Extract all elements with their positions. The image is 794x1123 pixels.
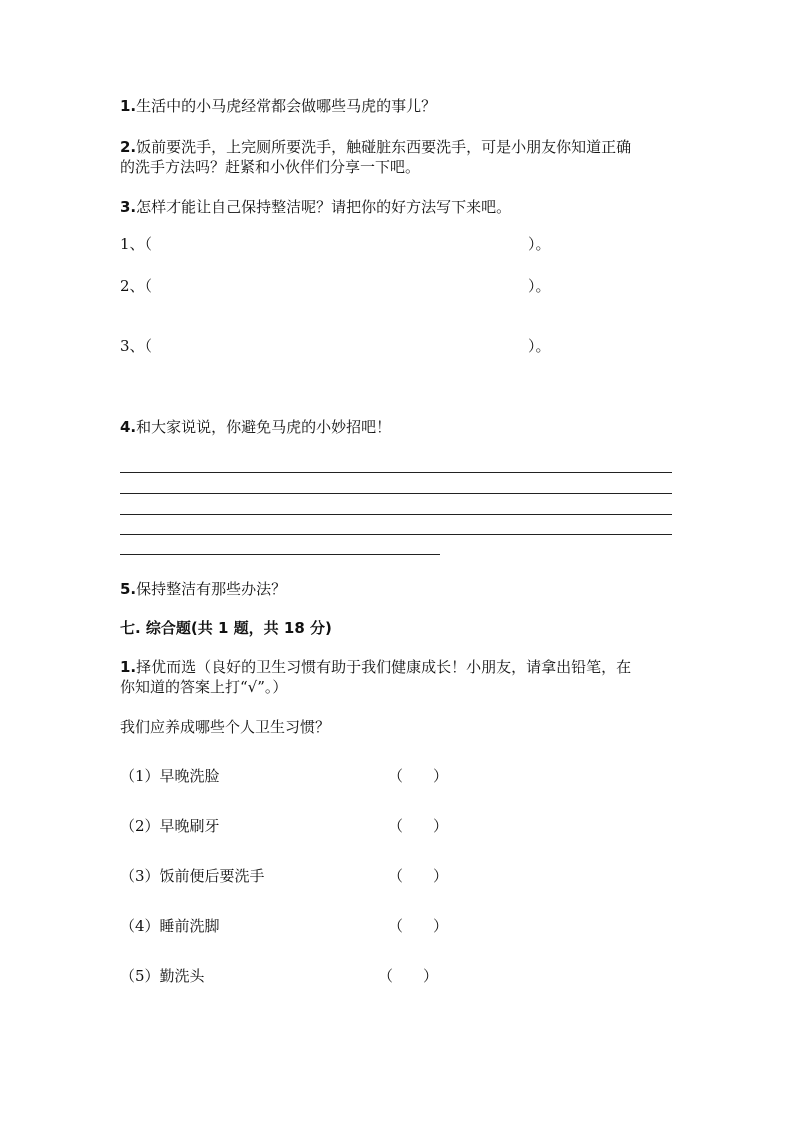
option-2-answer-box[interactable]: （ ）	[388, 817, 449, 835]
answer-line-3	[120, 514, 672, 515]
question-text: 生活中的小马虎经常都会做哪些马虎的事儿？	[136, 97, 437, 115]
question-number: 2.	[120, 138, 137, 156]
option-2-label: （2）早晚刷牙	[120, 817, 220, 835]
answer-line-4	[120, 534, 672, 535]
answer-blank-1-label: 1、（	[120, 235, 153, 253]
section-heading: 七. 综合题(共 1 题，共 18 分)	[120, 619, 332, 637]
question-text-line-1: 择优而选（良好的卫生习惯有助于我们健康成长！小朋友，请拿出铅笔，在	[136, 658, 632, 676]
answer-blank-2-close: ）。	[528, 277, 551, 295]
answer-line-1	[120, 472, 672, 473]
question-text: 和大家说说，你避免马虎的小妙招吧！	[136, 418, 392, 436]
question-number: 1.	[120, 658, 137, 676]
question-2-continued	[120, 157, 420, 177]
question-2	[120, 137, 631, 157]
question-number: 4.	[120, 418, 137, 436]
question-number: 1.	[120, 97, 137, 115]
question-number: 3.	[120, 198, 137, 216]
option-1-label: （1）早晚洗脸	[120, 767, 220, 785]
answer-blank-3-close: ）。	[528, 337, 551, 355]
answer-line-2	[120, 493, 672, 494]
answer-line-5	[120, 554, 440, 555]
answer-blank-1-close: ）。	[528, 235, 551, 253]
question-1	[120, 96, 436, 116]
answer-blank-2-label: 2、（	[120, 277, 153, 295]
option-4-answer-box[interactable]: （ ）	[388, 917, 449, 935]
option-5-answer-box[interactable]: （ ）	[378, 967, 439, 985]
question-text-line-2: 的洗手方法吗？赶紧和小伙伴们分享一下吧。	[120, 158, 421, 176]
question-text: 保持整洁有那些办法？	[136, 580, 287, 598]
option-3-label: （3）饭前便后要洗手	[120, 867, 265, 885]
question-text-line-2: 你知道的答案上打“√”。）	[120, 678, 288, 696]
question-prompt: 我们应养成哪些个人卫生习惯？	[120, 718, 331, 736]
question-3	[120, 197, 511, 217]
section-7-question-1	[120, 657, 631, 677]
section-7-question-1-continued	[120, 677, 287, 697]
option-5-label: （5）勤洗头	[120, 967, 205, 985]
question-number: 5.	[120, 580, 137, 598]
question-4	[120, 417, 391, 437]
question-5	[120, 579, 286, 599]
option-1-answer-box[interactable]: （ ）	[388, 767, 449, 785]
question-text: 怎样才能让自己保持整洁呢？请把你的好方法写下来吧。	[136, 198, 512, 216]
question-text-line-1: 饭前要洗手，上完厕所要洗手，触碰脏东西要洗手，可是小朋友你知道正确	[136, 138, 632, 156]
option-3-answer-box[interactable]: （ ）	[388, 867, 449, 885]
option-4-label: （4）睡前洗脚	[120, 917, 220, 935]
answer-blank-3-label: 3、（	[120, 337, 153, 355]
